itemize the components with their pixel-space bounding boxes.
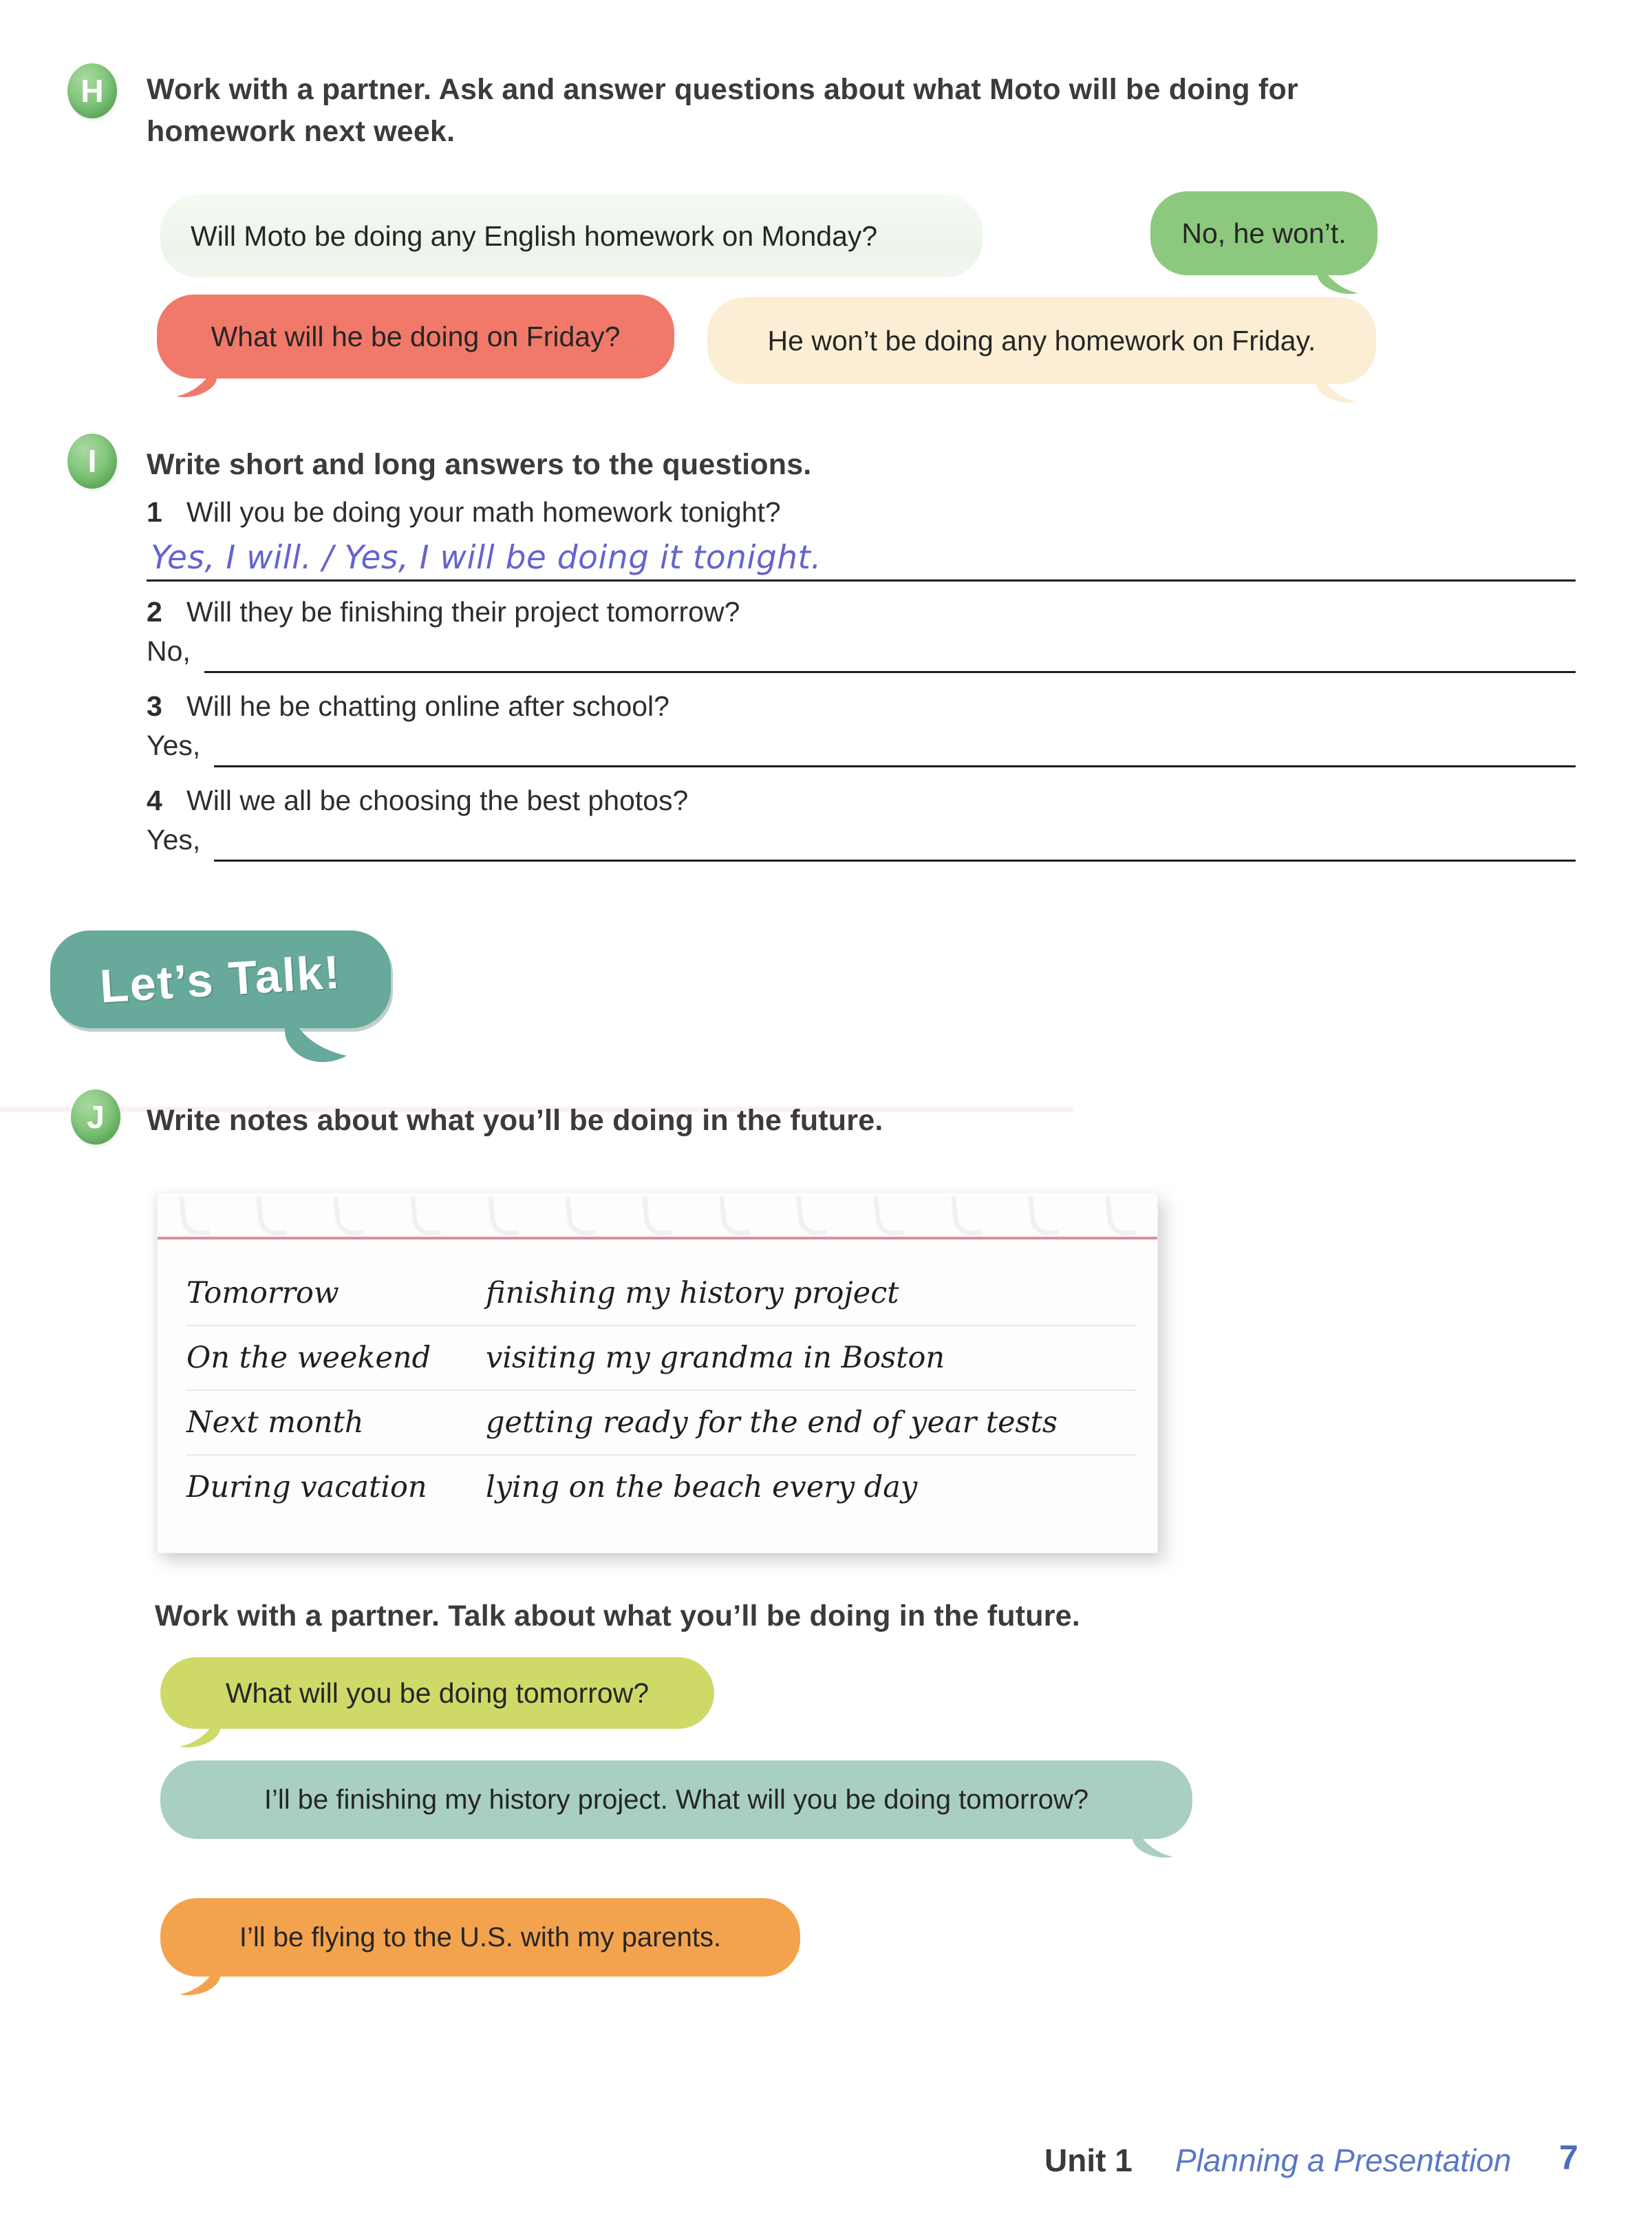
spiral-ring-icon <box>1028 1194 1059 1237</box>
notebook-margin-line <box>158 1237 1157 1239</box>
question-list <box>147 494 1576 877</box>
speech-bubble-question-salmon <box>157 295 674 379</box>
spiral-ring-icon <box>410 1194 441 1237</box>
badge-tail-icon <box>278 1010 350 1068</box>
section-i-badge <box>67 434 117 489</box>
spiral-ring-icon <box>642 1194 673 1237</box>
speech-bubble-question-yellowgreen <box>160 1657 714 1729</box>
question-block <box>147 494 1576 582</box>
bubble-tail-icon <box>178 1960 224 1997</box>
answer-prefix: No, <box>147 635 191 667</box>
note-row <box>186 1456 1137 1519</box>
spiral-ring-icon <box>256 1194 287 1237</box>
speech-bubble-answer-orange <box>160 1898 800 1977</box>
bubble-tail-icon <box>1313 368 1358 405</box>
section-i-instruction: Write short and long answers to the questions. <box>147 448 812 481</box>
question-text: Will he be chatting online after school? <box>186 690 669 722</box>
bubble-tail-icon <box>1314 259 1360 296</box>
lets-talk-badge <box>50 930 391 1028</box>
notebook-paper <box>157 1192 1158 1553</box>
question-number: 2 <box>147 596 162 628</box>
answer-line <box>204 635 1576 673</box>
section-i-letter: I <box>87 443 97 479</box>
section-h-letter: H <box>81 73 104 109</box>
footer-unit-label: Unit 1 <box>1044 2142 1133 2178</box>
note-activity: getting ready for the end of year tests <box>486 1405 1058 1440</box>
spiral-binding <box>181 1195 1134 1235</box>
question-block <box>147 783 1576 862</box>
note-activity: lying on the beach every day <box>486 1470 918 1504</box>
note-activity: finishing my history project <box>486 1276 899 1310</box>
bubble-tail-icon <box>178 1712 224 1749</box>
bubble-text: I’ll be flying to the U.S. with my parents. <box>239 1922 722 1952</box>
answer-line <box>214 730 1576 767</box>
spiral-ring-icon <box>488 1194 519 1237</box>
footer-unit-title: Planning a Presentation <box>1175 2142 1512 2178</box>
question-block <box>147 594 1576 673</box>
spiral-ring-icon <box>179 1194 210 1237</box>
bubble-text: What will he be doing on Friday? <box>211 320 621 352</box>
question-block <box>147 688 1576 767</box>
note-row <box>186 1326 1137 1391</box>
note-when: Tomorrow <box>186 1276 339 1310</box>
bubble-tail-icon <box>175 362 220 399</box>
question-number: 1 <box>147 496 162 528</box>
question-number: 3 <box>147 690 162 722</box>
spiral-ring-icon <box>1105 1194 1136 1237</box>
spiral-ring-icon <box>719 1194 750 1237</box>
spiral-ring-icon <box>565 1194 596 1237</box>
note-when: During vacation <box>186 1470 427 1504</box>
spiral-ring-icon <box>951 1194 982 1237</box>
question-number: 4 <box>147 785 162 816</box>
section-h-instruction: Work with a partner. Ask and answer questions about what Moto will be doing for homework next week. <box>147 73 1298 149</box>
bubble-text: What will you be doing tomorrow? <box>225 1677 650 1709</box>
bubble-text: Will Moto be doing any English homework on Monday? <box>191 220 878 252</box>
bubble-tail-icon <box>1129 1822 1174 1860</box>
answer-line <box>214 824 1576 862</box>
bubble-text: No, he won’t. <box>1181 217 1347 249</box>
lets-talk-label: Let’s Talk! <box>98 946 343 1013</box>
answer-line <box>147 535 1576 582</box>
spiral-ring-icon <box>333 1194 364 1237</box>
question-text: Will we all be choosing the best photos? <box>186 785 689 816</box>
spiral-ring-icon <box>873 1194 904 1237</box>
question-text: Will you be doing your math homework tonight? <box>186 496 781 528</box>
speech-bubble-answer-green <box>1150 191 1377 275</box>
question-text: Will they be finishing their project tomorrow? <box>186 596 740 628</box>
notes-list <box>186 1262 1137 1519</box>
speech-bubble-answer-cream <box>707 297 1376 384</box>
note-activity: visiting my grandma in Boston <box>486 1341 945 1375</box>
note-when: On the weekend <box>186 1341 431 1375</box>
speech-bubble-question-mint <box>160 195 983 277</box>
answer-prefix: Yes, <box>147 824 201 855</box>
note-when: Next month <box>186 1405 364 1440</box>
section-h-badge <box>67 63 117 118</box>
spiral-ring-icon <box>796 1194 827 1237</box>
handwritten-answer: Yes, I will. / Yes, I will be doing it tonight. <box>151 539 822 577</box>
section-j-badge <box>71 1089 120 1145</box>
partner-instruction: Work with a partner. Talk about what you’ll be doing in the future. <box>155 1599 1080 1632</box>
answer-prefix: Yes, <box>147 730 201 761</box>
section-j-instruction: Write notes about what you’ll be doing in the future. <box>147 1104 883 1137</box>
footer-page-number: 7 <box>1559 2138 1578 2177</box>
bubble-text: He won’t be doing any homework on Friday. <box>767 324 1316 356</box>
bubble-text: I’ll be finishing my history project. What will you be doing tomorrow? <box>264 1784 1089 1815</box>
speech-bubble-answer-teal <box>160 1760 1192 1839</box>
section-j-letter: J <box>87 1099 105 1135</box>
note-row <box>186 1391 1137 1456</box>
note-row <box>186 1262 1137 1326</box>
